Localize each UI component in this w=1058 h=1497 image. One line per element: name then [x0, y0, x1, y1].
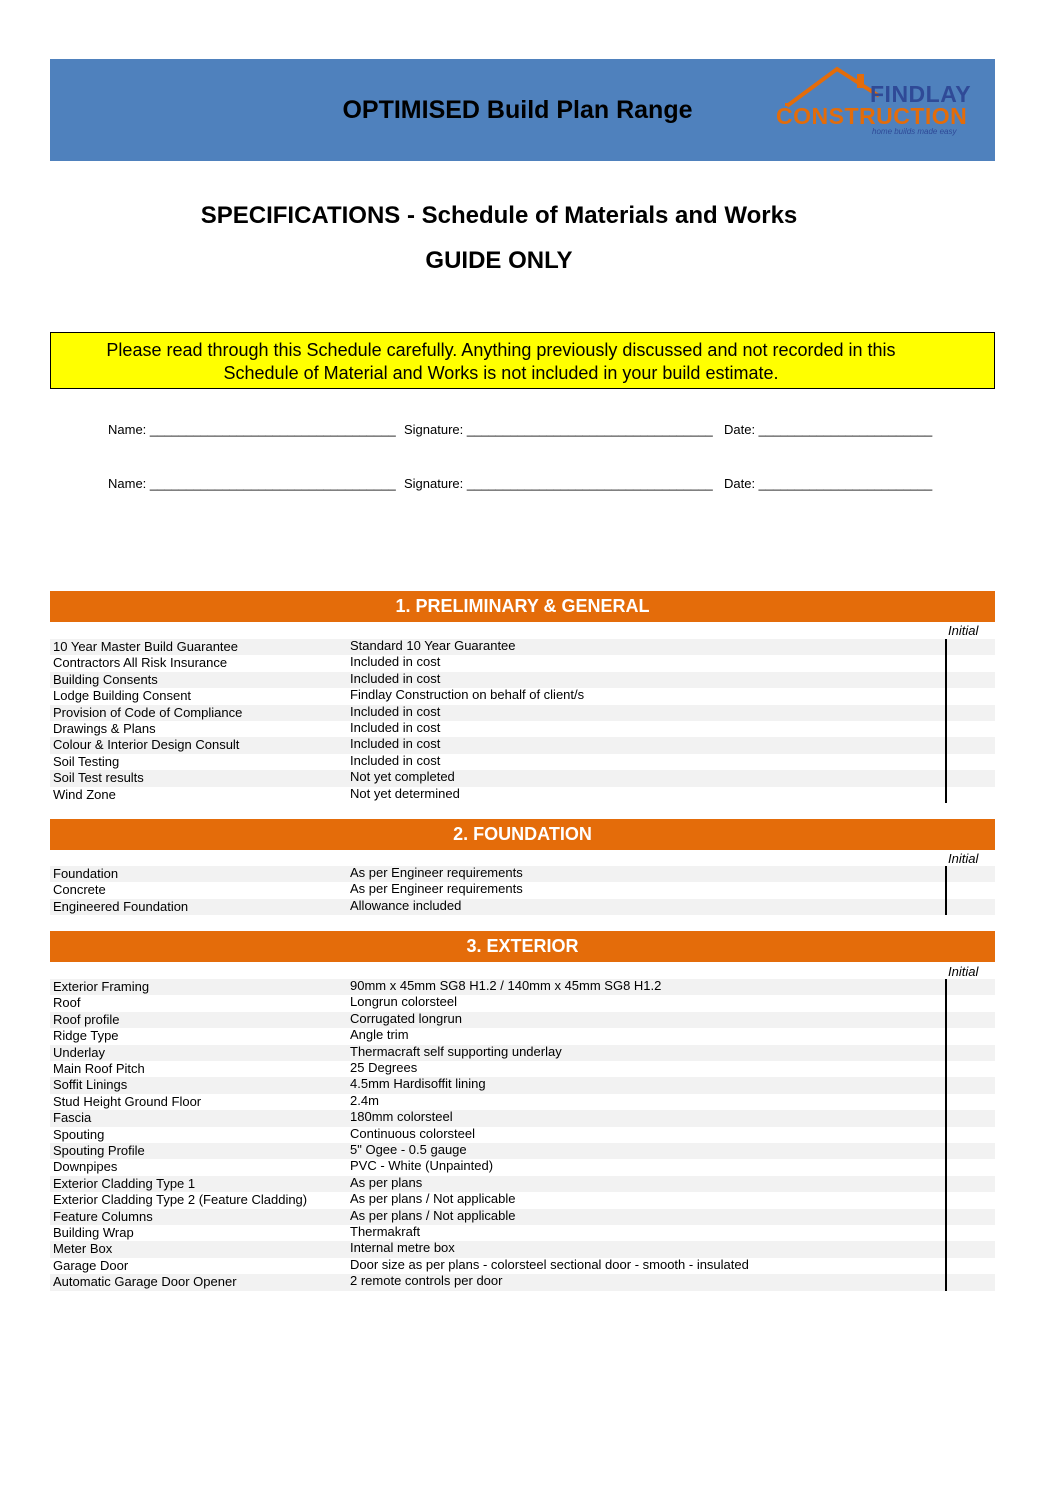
spec-item-label: Feature Columns — [53, 1208, 153, 1224]
spec-item-label: Exterior Cladding Type 1 — [53, 1175, 196, 1191]
spec-row — [50, 1274, 995, 1290]
name-field[interactable]: Name: __________________________________ — [108, 422, 396, 437]
notice-box — [50, 332, 995, 389]
spec-item-value: 180mm colorsteel — [350, 1109, 453, 1125]
spec-row — [50, 754, 995, 770]
spec-item-label: Fascia — [53, 1110, 92, 1126]
spec-item-value: Included in cost — [350, 670, 441, 686]
spec-item-value: Not yet completed — [350, 769, 455, 785]
logo-tagline: home builds made easy — [872, 127, 957, 136]
spec-item-label: Roof — [53, 995, 81, 1011]
initial-input-column[interactable] — [947, 639, 993, 803]
spec-item-value: Corrugated longrun — [350, 1010, 463, 1026]
page-subtitle: GUIDE ONLY — [425, 247, 573, 274]
spec-item-value: Angle trim — [350, 1027, 409, 1043]
spec-item-value: 25 Degrees — [350, 1060, 418, 1075]
spec-row — [50, 787, 995, 803]
spec-item-label: Automatic Garage Door Opener — [53, 1274, 237, 1290]
spec-item-label: Exterior Cladding Type 2 (Feature Cladding) — [53, 1192, 308, 1208]
spec-item-label: Stud Height Ground Floor — [53, 1093, 202, 1109]
spec-row — [50, 721, 995, 737]
spec-row — [50, 737, 995, 753]
spec-item-label: Soil Testing — [53, 753, 120, 769]
spec-item-label: Wind Zone — [53, 786, 116, 802]
spec-item-label: Spouting Profile — [53, 1143, 145, 1158]
spec-item-label: Main Roof Pitch — [53, 1061, 145, 1076]
spec-row — [50, 899, 995, 915]
spec-row — [50, 1225, 995, 1241]
logo-findlay-text: FINDLAY — [870, 81, 972, 107]
notice-line-2: Schedule of Material and Works is not included in your build estimate. — [223, 363, 779, 383]
spec-row — [50, 639, 995, 655]
spec-row — [50, 1045, 995, 1061]
spec-item-value: Included in cost — [350, 654, 441, 670]
banner-title: OPTIMISED Build Plan Range — [342, 96, 693, 124]
spec-row — [50, 1061, 995, 1077]
spec-item-label: Concrete — [53, 882, 106, 898]
spec-item-value: Door size as per plans - colorsteel sectional door - smooth - insulated — [350, 1256, 749, 1272]
spec-item-value: As per plans / Not applicable — [350, 1207, 516, 1223]
spec-item-label: Garage Door — [53, 1257, 129, 1273]
spec-row — [50, 1258, 995, 1274]
signature-field[interactable]: Signature: __________________________________ — [404, 476, 713, 491]
spec-item-value: Continuous colorsteel — [350, 1125, 476, 1141]
spec-row — [50, 1012, 995, 1028]
spec-item-label: Exterior Framing — [53, 979, 150, 994]
spec-row — [50, 1159, 995, 1175]
spec-item-label: Colour & Interior Design Consult — [53, 737, 240, 753]
spec-item-label: 10 Year Master Build Guarantee — [53, 639, 239, 654]
spec-item-label: Lodge Building Consent — [53, 688, 192, 704]
spec-item-label: Downpipes — [53, 1159, 118, 1175]
spec-row — [50, 979, 995, 995]
spec-item-label: Soffit Linings — [53, 1077, 128, 1093]
spec-item-value: Included in cost — [350, 720, 441, 735]
spec-item-value: Longrun colorsteel — [350, 994, 457, 1010]
notice-text — [51, 339, 951, 385]
date-field[interactable]: Date: ________________________ — [724, 476, 933, 491]
page-title: SPECIFICATIONS - Schedule of Materials and Works — [200, 202, 798, 229]
spec-item-value: 4.5mm Hardisoffit lining — [350, 1076, 486, 1092]
spec-row — [50, 1094, 995, 1110]
spec-item-value: As per plans / Not applicable — [350, 1191, 516, 1207]
initial-column-label: Initial — [948, 623, 979, 638]
spec-item-label: Foundation — [53, 866, 119, 881]
spec-row — [50, 882, 995, 898]
spec-item-value: 2.4m — [350, 1092, 379, 1108]
spec-item-label: Provision of Code of Compliance — [53, 704, 243, 720]
spec-item-label: Spouting — [53, 1126, 105, 1142]
spec-item-value: Included in cost — [350, 703, 441, 719]
spec-item-label: Roof profile — [53, 1011, 120, 1027]
spec-item-label: Soil Test results — [53, 770, 144, 786]
spec-item-label: Building Wrap — [53, 1225, 134, 1240]
spec-item-value: Internal metre box — [350, 1240, 455, 1256]
date-field[interactable]: Date: ________________________ — [724, 422, 933, 437]
spec-item-value: 90mm x 45mm SG8 H1.2 / 140mm x 45mm SG8 H1.2 — [350, 978, 662, 993]
spec-item-label: Ridge Type — [53, 1028, 119, 1044]
notice-line-1: Please read through this Schedule carefully. Anything previously discussed and not recorded in this — [106, 340, 896, 360]
spec-row — [50, 866, 995, 882]
spec-item-value: Findlay Construction on behalf of client/s — [350, 687, 585, 703]
spec-item-value: Not yet determined — [350, 785, 460, 801]
logo-construction-text: CONSTRUCTION — [776, 103, 968, 129]
name-field[interactable]: Name: __________________________________ — [108, 476, 396, 491]
spec-item-value: 5" Ogee - 0.5 gauge — [350, 1142, 467, 1157]
spec-item-value: As per Engineer requirements — [350, 881, 523, 897]
spec-row — [50, 705, 995, 721]
spec-row — [50, 770, 995, 786]
initial-input-column[interactable] — [947, 866, 993, 915]
spec-item-value: Included in cost — [350, 736, 441, 752]
spec-row — [50, 1176, 995, 1192]
spec-item-label: Meter Box — [53, 1241, 113, 1257]
spec-row — [50, 1143, 995, 1159]
spec-item-label: Engineered Foundation — [53, 898, 189, 914]
initial-input-column[interactable] — [947, 979, 993, 1291]
initial-column-label: Initial — [948, 964, 979, 979]
spec-item-label: Contractors All Risk Insurance — [53, 655, 228, 671]
spec-row — [50, 1028, 995, 1044]
spec-item-value: Standard 10 Year Guarantee — [350, 638, 516, 653]
spec-item-value: Thermacraft self supporting underlay — [350, 1043, 562, 1059]
spec-item-label: Underlay — [53, 1044, 106, 1060]
spec-row — [50, 1077, 995, 1093]
spec-row — [50, 1127, 995, 1143]
section-heading: 1. PRELIMINARY & GENERAL — [50, 591, 995, 622]
spec-item-value: As per plans — [350, 1174, 423, 1190]
spec-row — [50, 1192, 995, 1208]
spec-item-value: 2 remote controls per door — [350, 1273, 503, 1289]
spec-item-label: Building Consents — [53, 671, 158, 687]
spec-row — [50, 1209, 995, 1225]
spec-row — [50, 655, 995, 671]
spec-item-value: Included in cost — [350, 752, 441, 768]
spec-row — [50, 1110, 995, 1126]
spec-item-label: Drawings & Plans — [53, 721, 156, 736]
spec-row — [50, 1241, 995, 1257]
spec-row — [50, 672, 995, 688]
spec-row — [50, 688, 995, 704]
spec-item-value: Thermakraft — [350, 1224, 421, 1239]
spec-item-value: As per Engineer requirements — [350, 865, 523, 880]
spec-item-value: Allowance included — [350, 897, 462, 913]
signature-field[interactable]: Signature: __________________________________ — [404, 422, 713, 437]
spec-item-value: PVC - White (Unpainted) — [350, 1158, 494, 1174]
section-heading: 3. EXTERIOR — [50, 931, 995, 962]
section-heading: 2. FOUNDATION — [50, 819, 995, 850]
initial-column-label: Initial — [948, 851, 979, 866]
spec-row — [50, 995, 995, 1011]
